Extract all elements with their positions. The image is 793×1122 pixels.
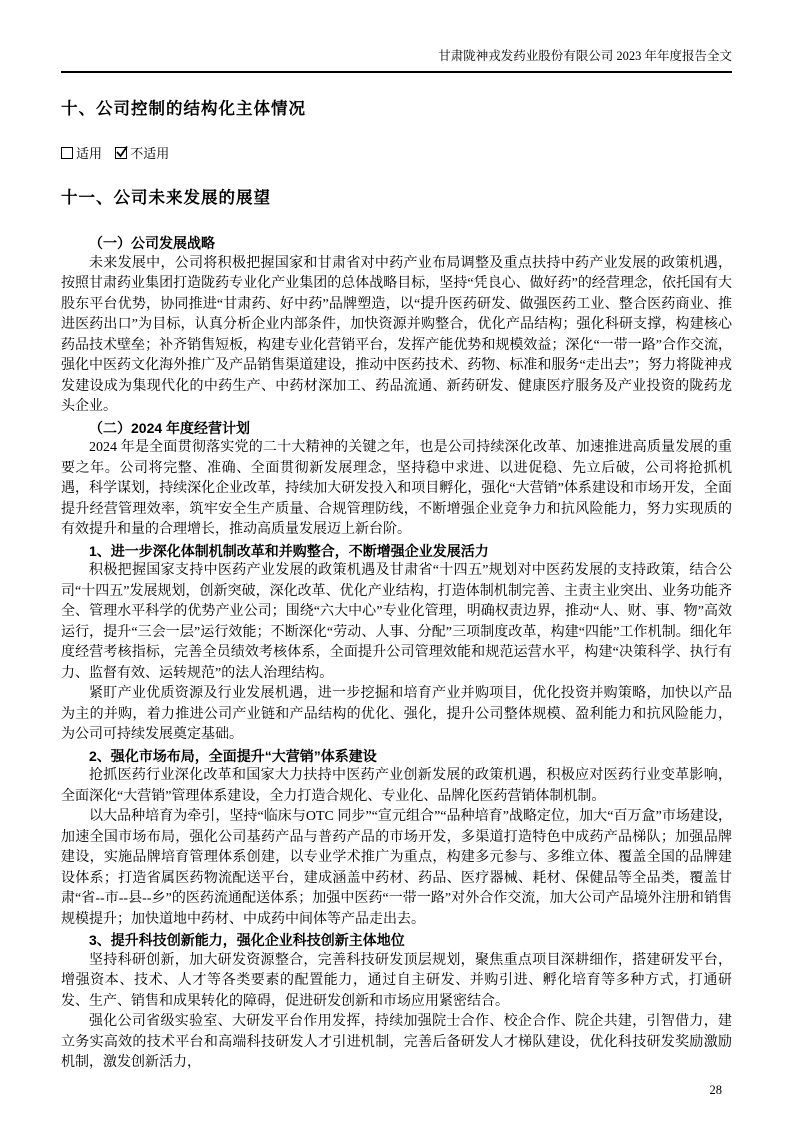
page-number: 28: [709, 1082, 722, 1097]
plan-item-3-paragraph-2: 强化公司省级实验室、大研发平台作用发挥，持续加强院士合作、校企合作、院企共建，引智借力，建立务实高效的技术平台和高端科技研发人才引进机制，完善后备研发人才梯队建设，优化科技研发奖励激励机制，激发创新活力，: [61, 1014, 732, 1070]
plan-item-3-paragraph-1: 坚持科研创新，加大研发资源整合，完善科技研发顶层规划，聚焦重点项目深耕细作，搭建研发平台，增强资本、技术、人才等各类要素的配置能力，通过自主研发、并购引进、孵化培育等多种方式，打通研发、生产、销售和成果转化的障碍，促进研发创新和市场应用紧密结合。: [61, 952, 732, 1009]
section-11-content: [61, 233, 732, 1074]
page-header: [61, 48, 732, 73]
plan-item-2-paragraph-1: 抢抓医药行业深化改革和国家大力扶持中医药产业创新发展的政策机遇，积极应对医药行业变革影响，全面深化“大营销”管理体系建设，全力打造合规化、专业化、品牌化医药营销体制机制。: [61, 768, 732, 804]
report-title: 甘肃陇神戎发药业股份有限公司 2023 年年度报告全文: [438, 49, 732, 63]
section-11-title: 十一、公司未来发展的展望: [61, 189, 271, 207]
applicable-label: 适用: [76, 146, 103, 161]
page-footer: [61, 1083, 732, 1098]
checkbox-checked-icon: [115, 147, 127, 159]
plan-2024-intro-paragraph: 2024 年是全面贯彻落实党的二十大精神的关键之年，也是公司持续深化改革、加速推进高质量发展的重要之年。公司将完整、准确、全面贯彻新发展理念，坚持稳中求进、以进促稳、先立后破，公司将抢抓机遇，科学谋划，持续深化企业改革，持续加大研发投入和项目孵化，强化“大营销”体系建设和市场开发，全面提升经营管理效率，筑牢安全生产质量、合规管理防线，不断增强企业竞争力和抗风险能力，努力实现质的有效提升和量的合理增长，推动高质量发展迈上新台阶。: [61, 440, 732, 537]
plan-item-2-title: 2、强化市场布局，全面提升“大营销”体系建设: [89, 747, 377, 764]
plan-item-1-title: 1、进一步深化体制机制改革和并购整合，不断增强企业发展活力: [89, 542, 489, 559]
plan-item-1-paragraph-1: 积极把握国家支持中医药产业发展的政策机遇及甘肃省“十四五”规划对中医药发展的支持政策，结合公司“十四五”发展规划，创新突破，深化改革、优化产业结构，打造体制机制完善、主责主业突出、业务功能齐全、管理水平科学的优势产业公司；围绕“六大中心”专业化管理，明确权责边界，推动“人、财、事、物”高效运行，提升“三会一层”运行效能；不断深化“劳动、人事、分配”三项制度改革，构建“四能”工作机制。细化年度经营考核指标，完善全员绩效考核体系，全面提升公司管理效能和规范运营水平，构建“决策科学、执行有力、监督有效、运转规范”的法人治理结构。: [61, 563, 732, 681]
strategy-subsection-title: （一）公司发展战略: [89, 235, 215, 251]
plan-item-2-paragraph-2: 以大品种培育为牵引，坚持“临床与OTC 同步”“宣元组合”“品种培育”战略定位，加大“百万盒”市场建设，加速全国市场布局，强化公司基药产品与普药产品的市场开发，多渠道打造特色中成药产品梯队；加强品牌建设，实施品牌培育管理体系创建，以专业学术推广为重点，构建多元参与、多维立体、覆盖全国的品牌建设体系；打造省属医药物流配送平台，建成涵盖中药材、药品、医疗器械、耗材、保健品等全品类，覆盖甘肃“省--市--县--乡”的医药流通配送体系；加强中医药“一带一路”对外合作交流，加大公司产品境外注册和销售规模提升；加快道地中药材、中成药中间体等产品走出去。: [61, 809, 732, 927]
section-10-title: 十、公司控制的结构化主体情况: [61, 100, 306, 118]
strategy-paragraph: 未来发展中，公司将积极把握国家和甘肃省对中药产业布局调整及重点扶持中药产业发展的政策机遇，按照甘肃药业集团打造陇药专业化产业集团的总体战略目标，坚持“凭良心、做好药”的经营理念，依托国有大股东平台优势，协同推进“甘肃药、好中药”品牌塑造，以“提升医药研发、做强医药工业、整合医药商业、推进医药出口”为目标，认真分析企业内部条件，加快资源并购整合，优化产品结构；强化科研支撑，构建核心药品技术壁垒；补齐销售短板，构建专业化营销平台，发挥产能优势和规模效益；深化“一带一路”合作交流，强化中医药文化海外推广及产品销售渠道建设，推动中医药技术、药物、标准和服务“走出去”；努力将陇神戎发建设成为集现代化的中药生产、中药材深加工、药品流通、新药研发、健康医疗服务及产业投资的陇药龙头企业。: [61, 255, 732, 414]
applicability-row: [61, 146, 732, 162]
not-applicable-label: 不适用: [130, 146, 170, 161]
plan-2024-subsection-title: （二）2024 年度经营计划: [89, 419, 251, 436]
applicable-option: [61, 146, 102, 162]
not-applicable-option: [115, 146, 169, 162]
plan-item-1-paragraph-2: 紧盯产业优质资源及行业发展机遇，进一步挖掘和培育产业并购项目，优化投资并购策略，加快以产品为主的并购，着力推进公司产业链和产品结构的优化、强化，提升公司整体规模、盈利能力和抗风险能力，为公司可持续发展奠定基础。: [61, 686, 732, 742]
plan-item-3-title: 3、提升科技创新能力，强化企业科技创新主体地位: [89, 932, 405, 948]
checkbox-unchecked-icon: [61, 147, 73, 159]
